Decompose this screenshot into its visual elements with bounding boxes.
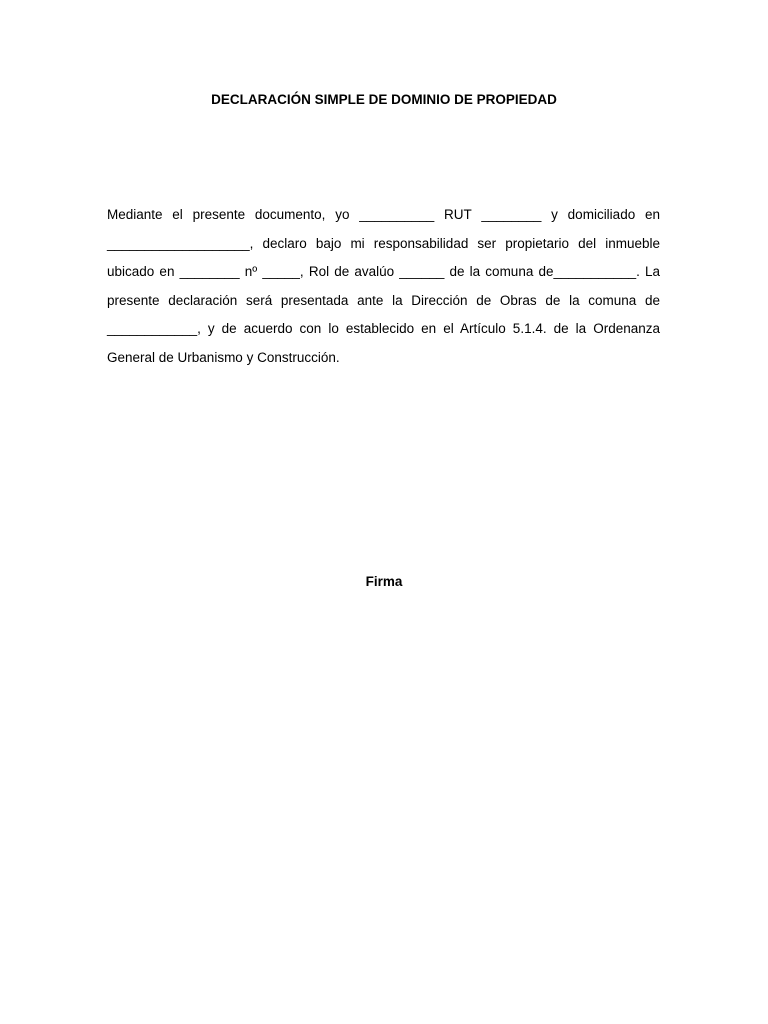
signature-label: Firma	[365, 574, 403, 589]
declaration-paragraph: Mediante el presente documento, yo __________ RUT ________ y domiciliado en ___________________, declaro bajo mi responsabilidad ser propietario del inmueble ubicado en ________ nº _____, Rol de avalúo ______ de la comuna de___________. La presente declaración será presentada ante la Dirección de Obras de la comuna de ____________, y de acuerdo con lo establecido en el Artículo 5.1.4. de la Ordenanza General de Urbanismo y Construcción.	[107, 207, 660, 365]
document-title: DECLARACIÓN SIMPLE DE DOMINIO DE PROPIEDAD	[211, 92, 557, 107]
